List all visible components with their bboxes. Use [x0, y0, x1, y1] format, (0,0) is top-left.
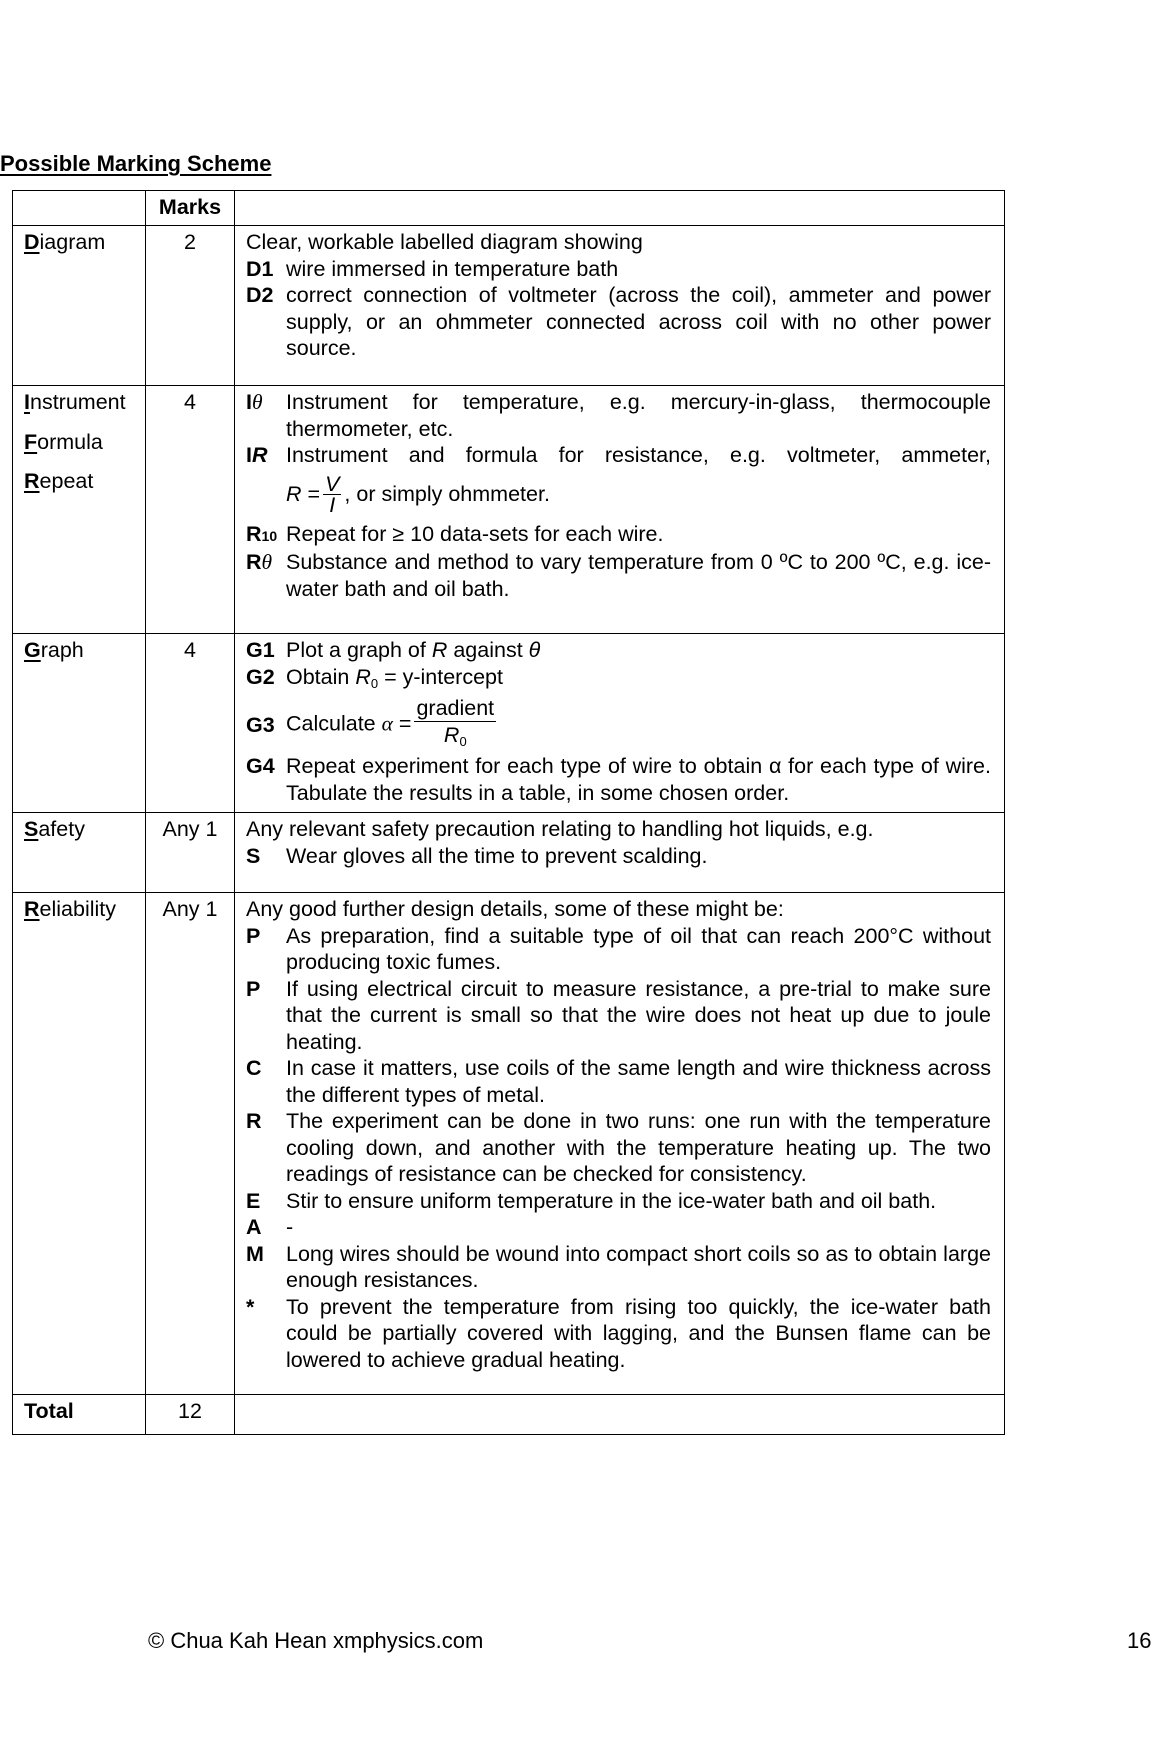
item-text: correct connection of voltmeter (across the coil), ammeter and power supply, or an ohmmeter connected across coil with no other power source. [286, 283, 991, 360]
marks-value: Any 1 [146, 893, 235, 1395]
fraction: $\frac{\text{gradient}}{R_0}$ [416, 696, 495, 749]
item-text: Repeat for ≥ 10 data-sets for each wire. [286, 521, 664, 546]
table-row-safety [13, 813, 1005, 893]
item-text: - [286, 1215, 294, 1239]
fraction: $\frac{V}{I}$ [325, 472, 340, 517]
item-text: wire immersed in temperature bath [286, 256, 619, 281]
criterion-initial: R [24, 469, 40, 493]
criterion-rest: ormula [37, 429, 103, 454]
item-text: Stir to ensure uniform temperature in the ice-water bath and oil bath. [286, 1188, 937, 1213]
page-title: Possible Marking Scheme [0, 151, 272, 176]
criterion-initial: I [24, 390, 30, 414]
intro-text: Any good further design details, some of these might be: [246, 897, 784, 921]
list-item [246, 664, 991, 698]
item-code: G2 [246, 664, 275, 689]
page-number: 16 [1127, 1628, 1152, 1653]
item-text: If using electrical circuit to measure resistance, a pre-trial to make sure that the current is small so that the wire does not heat up due to joule heating. [286, 976, 991, 1054]
item-text: Wear gloves all the time to prevent scalding. [286, 843, 708, 868]
item-code: A [246, 1215, 262, 1239]
item-text: To prevent the temperature from rising too quickly, the ice-water bath could be partially covered with lagging, and the Bunsen flame can be lowered to achieve gradual heating. [286, 1294, 991, 1372]
item-text: In case it matters, use coils of the same length and wire thickness across the different types of metal. [286, 1056, 991, 1107]
table-row-instrument [13, 386, 1005, 634]
item-code: Rθ [246, 550, 273, 574]
item-text: Instrument for temperature, e.g. mercury-in-glass, thermocouple thermometer, etc. [286, 390, 991, 441]
criterion-initial: D [24, 230, 40, 254]
item-code: C [246, 1056, 262, 1080]
item-text: The experiment can be done in two runs: one run with the temperature cooling down, and another with the temperature heating up. The two readings of resistance can be checked for consistency. [286, 1109, 991, 1186]
criterion-initial: F [24, 429, 38, 454]
list-item [246, 282, 991, 362]
criterion-rest: afety [38, 817, 85, 841]
criterion-rest: raph [40, 638, 84, 662]
item-text: As preparation, find a suitable type of oil that can reach 200°C without producing toxic fumes. [286, 923, 991, 974]
item-text: Substance and method to vary temperature from 0 ºC to 200 ºC, e.g. ice-water bath and oil bath. [286, 550, 991, 601]
list-item [246, 1108, 991, 1188]
resistance-formula: R = $\frac{V}{I}$ , or simply ohmmeter. [286, 472, 550, 517]
item-code: Iθ [246, 390, 263, 414]
item-code: P [246, 923, 261, 948]
header-cell-criterion [13, 191, 146, 226]
marks-value: 4 [146, 634, 235, 813]
list-item [246, 1188, 991, 1215]
intro-text: Clear, workable labelled diagram showing [246, 230, 643, 254]
list-item [246, 637, 991, 664]
total-label: Total [13, 1395, 146, 1435]
list-item [246, 389, 991, 442]
item-code: G1 [246, 638, 275, 662]
criterion-initial: S [24, 817, 39, 841]
criterion-description [235, 386, 1005, 634]
criterion-description [235, 634, 1005, 813]
total-content [235, 1395, 1005, 1435]
header-cell-marks: Marks [146, 191, 235, 226]
marking-scheme-table [12, 190, 1005, 1435]
criterion-initial: G [24, 638, 41, 662]
criterion-initial: R [24, 897, 40, 921]
criterion-description [235, 226, 1005, 386]
item-code: R10 [246, 521, 278, 546]
list-item [246, 549, 991, 602]
item-code: D2 [246, 283, 274, 307]
criterion-rest: eliability [39, 897, 117, 921]
table-row-graph [13, 634, 1005, 813]
criterion-description [235, 893, 1005, 1395]
list-item [246, 442, 991, 469]
item-text: Long wires should be wound into compact short coils so as to obtain large enough resistances. [286, 1241, 991, 1292]
criterion-rest: iagram [39, 230, 106, 254]
criterion-description [235, 813, 1005, 893]
criterion-label [13, 386, 146, 634]
item-text: Obtain $R_0$ = y-intercept [286, 664, 503, 691]
item-code: * [246, 1294, 255, 1319]
item-text: Repeat experiment for each type of wire to obtain α for each type of wire. Tabulate the results in a table, in some chosen order. [286, 754, 991, 805]
marks-value: 4 [146, 386, 235, 634]
criterion-label [13, 813, 146, 893]
item-text: Instrument and formula for resistance, e.g. voltmeter, ammeter, [286, 443, 991, 467]
table-row-diagram [13, 226, 1005, 386]
list-item [246, 1214, 991, 1241]
item-code: G3 [246, 712, 275, 737]
criterion-rest: epeat [39, 469, 94, 493]
header-cell-description [235, 191, 1005, 226]
table-row-total [13, 1395, 1005, 1435]
header-row [13, 191, 1005, 226]
item-code: S [246, 843, 261, 868]
marks-value: 2 [146, 226, 235, 386]
item-code: R [246, 1109, 262, 1133]
table-row-reliability [13, 893, 1005, 1395]
item-text: Plot a graph of R against θ [286, 638, 541, 662]
item-text: Calculate α = $\frac{\text{gradient}}{R_0}$ [286, 695, 991, 755]
marks-value: Any 1 [146, 813, 235, 893]
item-code: D1 [246, 256, 274, 281]
list-item [246, 1241, 991, 1294]
total-marks: 12 [146, 1395, 235, 1435]
criterion-label [13, 634, 146, 813]
item-code: G4 [246, 754, 275, 778]
list-item [246, 1294, 991, 1374]
list-item [246, 753, 991, 806]
item-code: IR [246, 443, 268, 467]
list-item [246, 923, 991, 976]
intro-text: Any relevant safety precaution relating to handling hot liquids, e.g. [246, 817, 874, 841]
list-item [246, 976, 991, 1056]
list-item [246, 697, 991, 753]
item-code: P [246, 976, 261, 1001]
criterion-rest: nstrument [29, 390, 126, 414]
item-code: M [246, 1241, 264, 1266]
footer-copyright: © Chua Kah Hean xmphysics.com [148, 1628, 484, 1653]
item-code: E [246, 1188, 261, 1213]
list-item [246, 521, 991, 550]
criterion-label [13, 893, 146, 1395]
list-item [246, 1055, 991, 1108]
list-item [246, 256, 991, 283]
list-item [246, 843, 991, 870]
criterion-label [13, 226, 146, 386]
